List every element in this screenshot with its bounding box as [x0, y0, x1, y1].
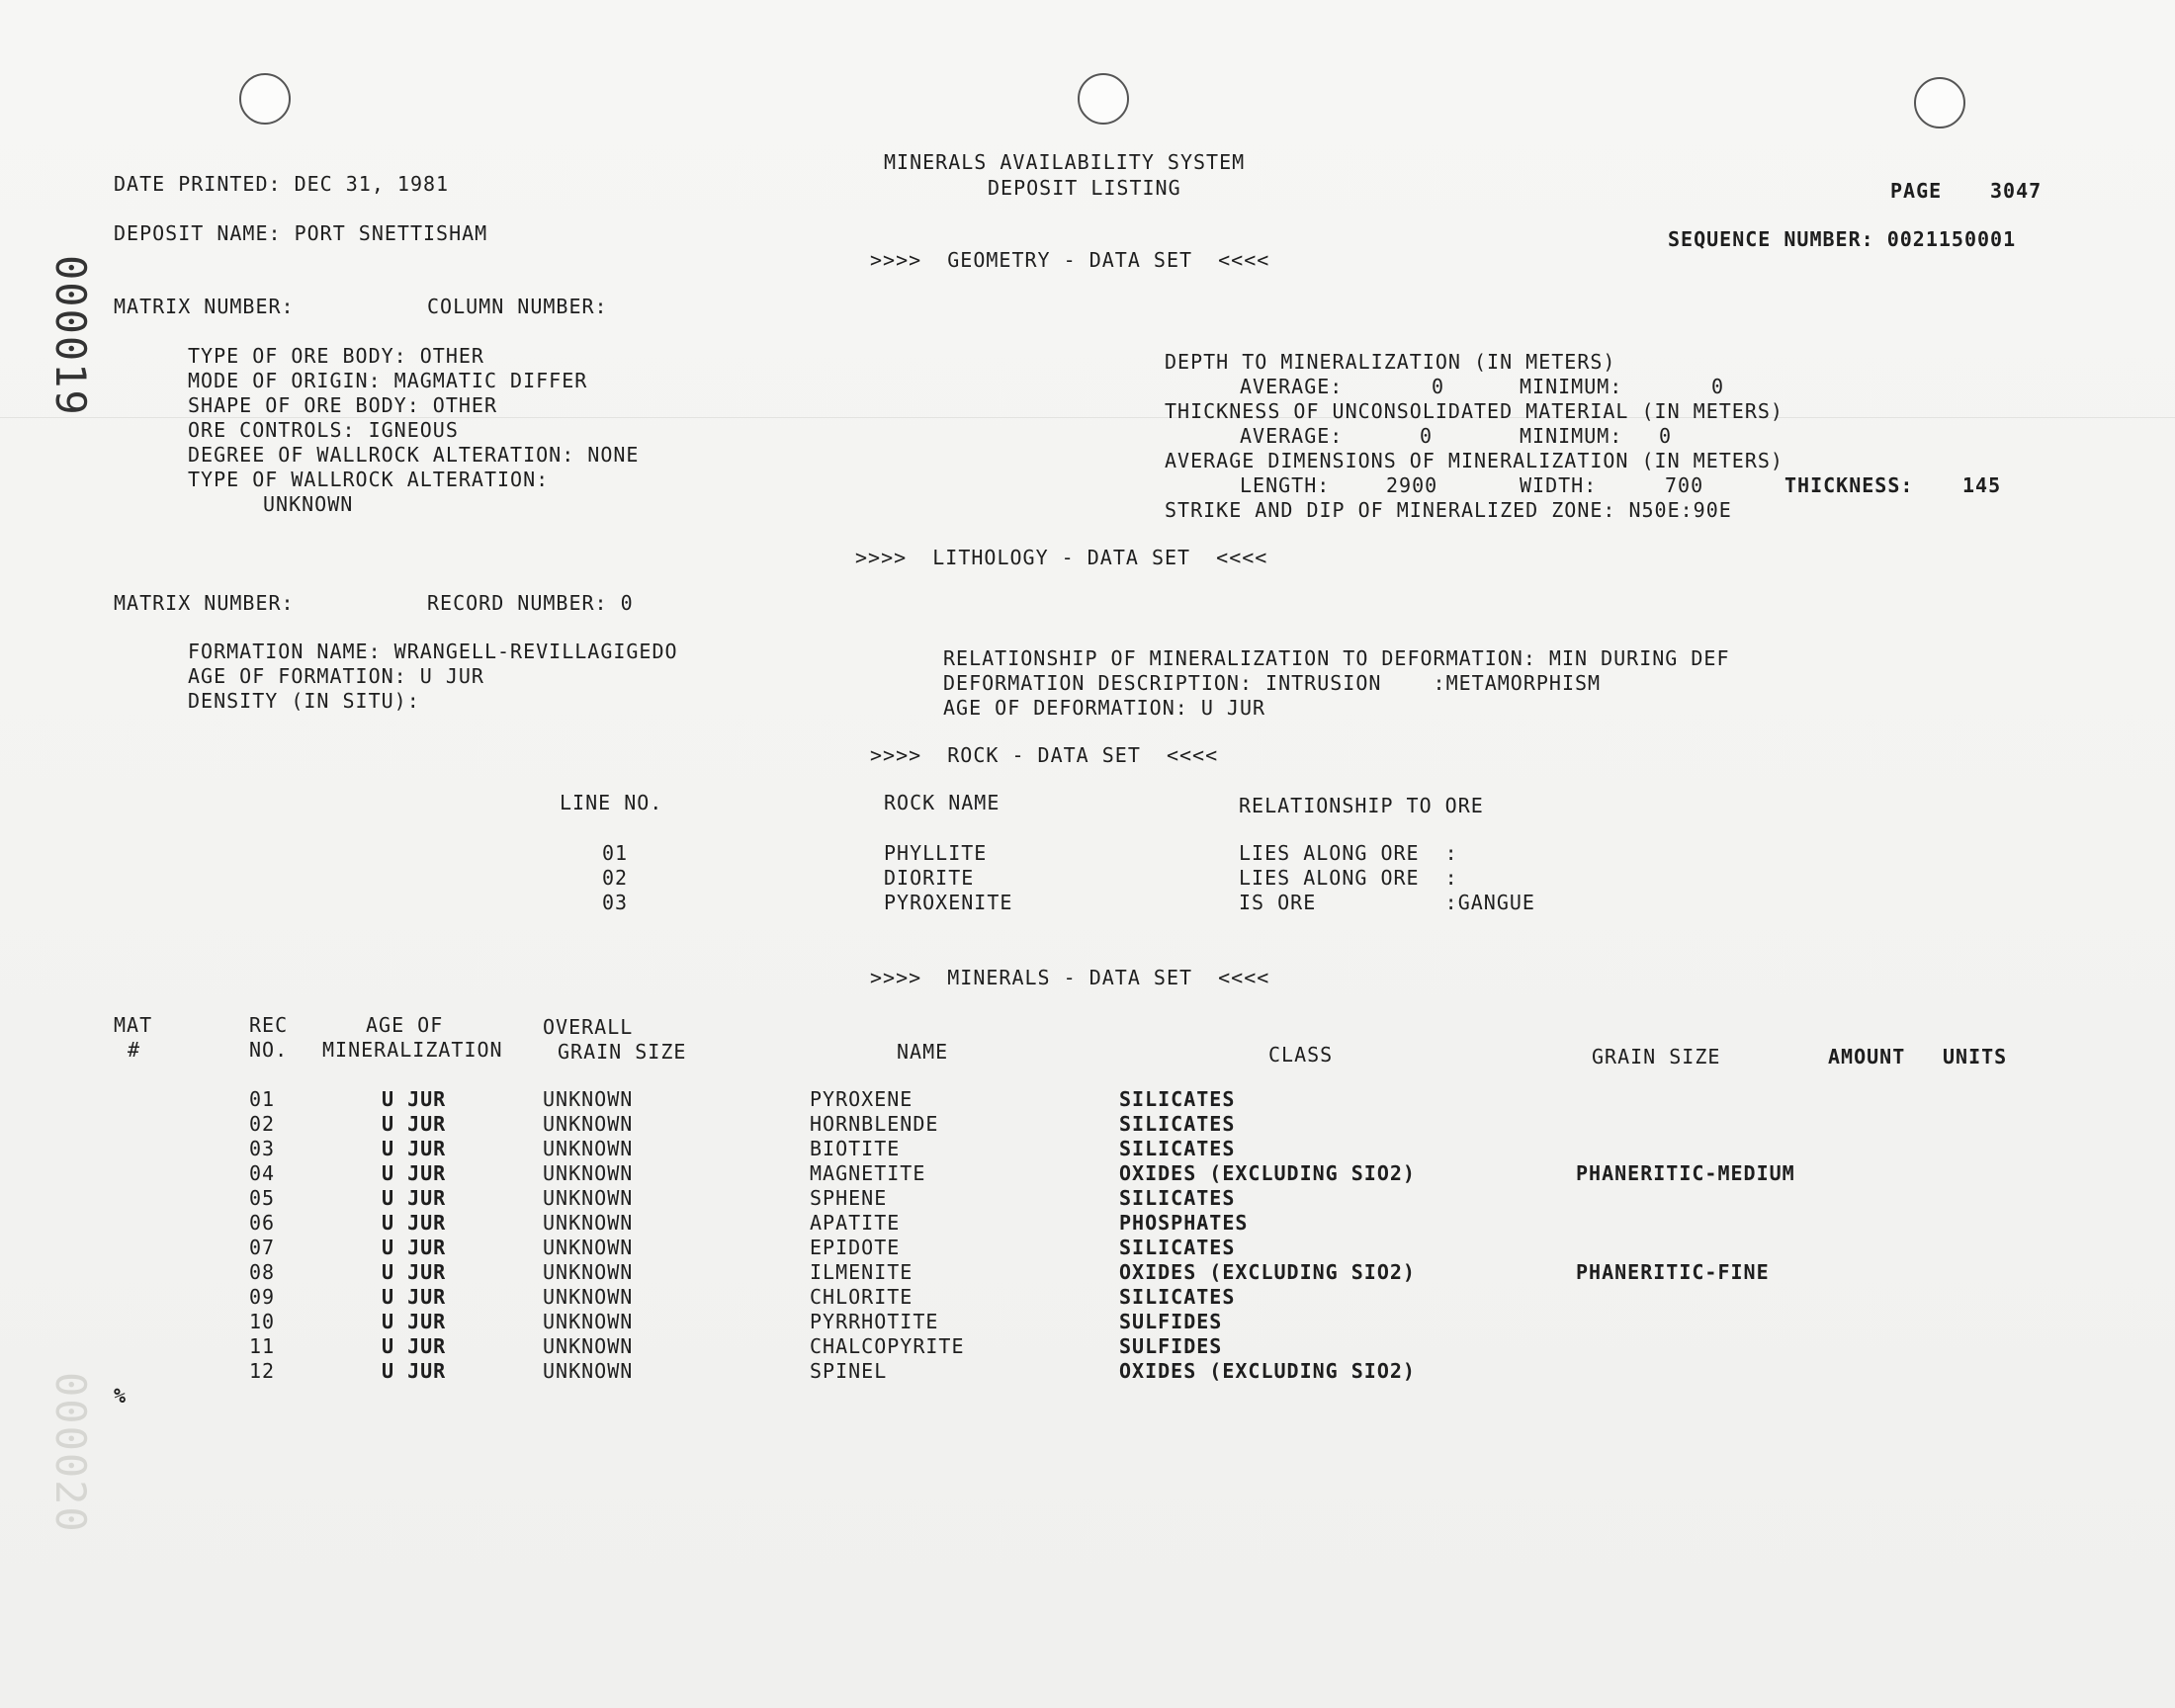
punch-hole-center [1078, 73, 1129, 125]
minerals-col-amount: AMOUNT [1828, 1045, 1906, 1068]
punch-hole-right [1914, 77, 1965, 128]
minerals-col-age: AGE OF [366, 1013, 444, 1037]
dimensions-title: AVERAGE DIMENSIONS OF MINERALIZATION (IN METERS) [1165, 449, 1784, 472]
ore-controls: ORE CONTROLS: IGNEOUS [188, 418, 459, 442]
mineral-overall-grain-size: UNKNOWN [543, 1112, 634, 1136]
rock-name: DIORITE [884, 866, 975, 890]
mineral-age: U JUR [382, 1310, 447, 1333]
system-title: MINERALS AVAILABILITY SYSTEM [884, 150, 1246, 174]
minerals-col-mat: MAT [114, 1013, 153, 1037]
rock-col-name: ROCK NAME [884, 791, 1000, 814]
mineralization-deformation-relationship: RELATIONSHIP OF MINERALIZATION TO DEFORMATION: MIN DURING DEF [943, 646, 1730, 670]
mineral-age: U JUR [382, 1211, 447, 1235]
mineral-overall-grain-size: UNKNOWN [543, 1211, 634, 1235]
mineral-age: U JUR [382, 1137, 447, 1160]
mineral-class: SILICATES [1119, 1137, 1236, 1160]
minerals-col-overall: OVERALL [543, 1015, 634, 1039]
mineral-name: PYRRHOTITE [810, 1310, 939, 1333]
mineral-rec-no: 11 [249, 1334, 276, 1358]
depth-minimum-value: 0 [1711, 375, 1725, 398]
deformation-description: DEFORMATION DESCRIPTION: INTRUSION :METAMORPHISM [943, 671, 1602, 695]
mineral-class: SILICATES [1119, 1236, 1236, 1259]
lithology-section-title: >>>> LITHOLOGY - DATA SET <<<< [855, 546, 1268, 569]
rock-section-title: >>>> ROCK - DATA SET <<<< [870, 743, 1219, 767]
mineral-grain-size: PHANERITIC-MEDIUM [1576, 1161, 1795, 1185]
mineral-age: U JUR [382, 1186, 447, 1210]
footer-percent-mark: % [114, 1384, 128, 1408]
mineral-row [0, 1359, 2175, 1383]
minerals-col-overall-2: GRAIN SIZE [558, 1040, 687, 1064]
mineral-overall-grain-size: UNKNOWN [543, 1285, 634, 1309]
ore-body-type: TYPE OF ORE BODY: OTHER [188, 344, 484, 368]
rock-row [0, 866, 2175, 890]
mineral-overall-grain-size: UNKNOWN [543, 1334, 634, 1358]
mineral-name: EPIDOTE [810, 1236, 901, 1259]
mineral-rec-no: 04 [249, 1161, 276, 1185]
geometry-section-title: >>>> GEOMETRY - DATA SET <<<< [870, 248, 1270, 272]
mineral-rec-no: 03 [249, 1137, 276, 1160]
mineral-row [0, 1236, 2175, 1259]
mineral-row [0, 1260, 2175, 1284]
page-label: PAGE [1890, 179, 1943, 203]
mineral-age: U JUR [382, 1236, 447, 1259]
ore-body-shape: SHAPE OF ORE BODY: OTHER [188, 393, 497, 417]
mineral-row [0, 1334, 2175, 1358]
mineral-row [0, 1211, 2175, 1235]
thickness-average-label: AVERAGE: [1240, 424, 1344, 448]
minerals-col-rec-no: NO. [249, 1038, 289, 1062]
thickness-minimum-label: MINIMUM: [1520, 424, 1623, 448]
minerals-col-age-2: MINERALIZATION [322, 1038, 503, 1062]
minerals-col-name: NAME [897, 1040, 949, 1064]
length-label: LENGTH: [1240, 473, 1331, 497]
mineral-rec-no: 02 [249, 1112, 276, 1136]
mineral-row [0, 1161, 2175, 1185]
minerals-col-grain-size: GRAIN SIZE [1592, 1045, 1721, 1068]
wallrock-alteration-type-value: UNKNOWN [263, 492, 354, 516]
mineral-class: SULFIDES [1119, 1310, 1223, 1333]
wallrock-alteration-degree: DEGREE OF WALLROCK ALTERATION: NONE [188, 443, 640, 467]
mineral-age: U JUR [382, 1359, 447, 1383]
page-number: 3047 [1990, 179, 2043, 203]
rock-relationship: LIES ALONG ORE : [1239, 841, 1458, 865]
mineral-class: PHOSPHATES [1119, 1211, 1249, 1235]
depth-average-value: 0 [1432, 375, 1445, 398]
length-value: 2900 [1386, 473, 1438, 497]
thickness-label: THICKNESS: [1784, 473, 1914, 497]
mineral-name: PYROXENE [810, 1087, 914, 1111]
mineral-rec-no: 06 [249, 1211, 276, 1235]
mineral-name: MAGNETITE [810, 1161, 926, 1185]
mineral-row [0, 1285, 2175, 1309]
mineral-class: SILICATES [1119, 1087, 1236, 1111]
mineral-row [0, 1087, 2175, 1111]
mineral-overall-grain-size: UNKNOWN [543, 1236, 634, 1259]
mineral-rec-no: 01 [249, 1087, 276, 1111]
mineral-name: ILMENITE [810, 1260, 914, 1284]
mineral-row [0, 1112, 2175, 1136]
minerals-section-title: >>>> MINERALS - DATA SET <<<< [870, 966, 1270, 989]
mineral-overall-grain-size: UNKNOWN [543, 1186, 634, 1210]
mineral-rec-no: 07 [249, 1236, 276, 1259]
rock-col-line-no: LINE NO. [560, 791, 663, 814]
rock-col-relationship: RELATIONSHIP TO ORE [1239, 794, 1484, 817]
mineral-name: HORNBLENDE [810, 1112, 939, 1136]
mineral-rec-no: 10 [249, 1310, 276, 1333]
sheet-stamp-number-faint: 000020 [46, 1372, 95, 1534]
mineral-class: SILICATES [1119, 1112, 1236, 1136]
minerals-col-units: UNITS [1943, 1045, 2008, 1068]
mode-of-origin: MODE OF ORIGIN: MAGMATIC DIFFER [188, 369, 588, 392]
lithology-matrix-number: MATRIX NUMBER: [114, 591, 295, 615]
formation-name: FORMATION NAME: WRANGELL-REVILLAGIGEDO [188, 640, 678, 663]
mineral-class: OXIDES (EXCLUDING SIO2) [1119, 1260, 1416, 1284]
mineral-age: U JUR [382, 1334, 447, 1358]
width-label: WIDTH: [1520, 473, 1598, 497]
depth-minimum-label: MINIMUM: [1520, 375, 1623, 398]
deformation-age: AGE OF DEFORMATION: U JUR [943, 696, 1266, 720]
rock-row [0, 841, 2175, 865]
rock-name: PYROXENITE [884, 891, 1013, 914]
mineral-age: U JUR [382, 1112, 447, 1136]
mineral-overall-grain-size: UNKNOWN [543, 1260, 634, 1284]
mineral-class: OXIDES (EXCLUDING SIO2) [1119, 1161, 1416, 1185]
strike-and-dip: STRIKE AND DIP OF MINERALIZED ZONE: N50E:90E [1165, 498, 1732, 522]
rock-line-no: 03 [602, 891, 629, 914]
sheet-stamp-number: 000019 [46, 255, 95, 417]
mineral-row [0, 1310, 2175, 1333]
mineral-rec-no: 08 [249, 1260, 276, 1284]
mineral-class: SILICATES [1119, 1285, 1236, 1309]
mineral-rec-no: 05 [249, 1186, 276, 1210]
geometry-matrix-number: MATRIX NUMBER: [114, 295, 295, 318]
mineral-class: OXIDES (EXCLUDING SIO2) [1119, 1359, 1416, 1383]
mineral-overall-grain-size: UNKNOWN [543, 1137, 634, 1160]
mineral-grain-size: PHANERITIC-FINE [1576, 1260, 1770, 1284]
wallrock-alteration-type: TYPE OF WALLROCK ALTERATION: [188, 468, 550, 491]
mineral-age: U JUR [382, 1087, 447, 1111]
depth-average-label: AVERAGE: [1240, 375, 1344, 398]
rock-relationship: LIES ALONG ORE : [1239, 866, 1458, 890]
minerals-col-class: CLASS [1268, 1043, 1334, 1067]
density-in-situ: DENSITY (IN SITU): [188, 689, 420, 713]
listing-title: DEPOSIT LISTING [988, 176, 1181, 200]
mineral-age: U JUR [382, 1260, 447, 1284]
mineral-overall-grain-size: UNKNOWN [543, 1359, 634, 1383]
mineral-class: SILICATES [1119, 1186, 1236, 1210]
rock-relationship: IS ORE :GANGUE [1239, 891, 1535, 914]
thickness-value: 145 [1962, 473, 2002, 497]
depth-title: DEPTH TO MINERALIZATION (IN METERS) [1165, 350, 1616, 374]
rock-row [0, 891, 2175, 914]
mineral-overall-grain-size: UNKNOWN [543, 1310, 634, 1333]
width-value: 700 [1665, 473, 1704, 497]
mineral-name: CHLORITE [810, 1285, 914, 1309]
minerals-col-rec: REC [249, 1013, 289, 1037]
mineral-overall-grain-size: UNKNOWN [543, 1161, 634, 1185]
thickness-average-value: 0 [1420, 424, 1434, 448]
sequence-number: SEQUENCE NUMBER: 0021150001 [1668, 227, 2017, 251]
minerals-col-mat-hash: # [128, 1038, 141, 1062]
mineral-name: CHALCOPYRITE [810, 1334, 965, 1358]
mineral-rec-no: 12 [249, 1359, 276, 1383]
deposit-name: DEPOSIT NAME: PORT SNETTISHAM [114, 221, 488, 245]
mineral-rec-no: 09 [249, 1285, 276, 1309]
mineral-row [0, 1137, 2175, 1160]
mineral-overall-grain-size: UNKNOWN [543, 1087, 634, 1111]
mineral-age: U JUR [382, 1161, 447, 1185]
mineral-age: U JUR [382, 1285, 447, 1309]
mineral-name: APATITE [810, 1211, 901, 1235]
date-printed: DATE PRINTED: DEC 31, 1981 [114, 172, 450, 196]
thickness-unconsolidated-title: THICKNESS OF UNCONSOLIDATED MATERIAL (IN METERS) [1165, 399, 1784, 423]
mineral-name: BIOTITE [810, 1137, 901, 1160]
rock-line-no: 02 [602, 866, 629, 890]
lithology-record-number: RECORD NUMBER: 0 [427, 591, 634, 615]
formation-age: AGE OF FORMATION: U JUR [188, 664, 484, 688]
geometry-column-number: COLUMN NUMBER: [427, 295, 608, 318]
rock-line-no: 01 [602, 841, 629, 865]
punch-hole-left [239, 73, 291, 125]
mineral-name: SPHENE [810, 1186, 888, 1210]
rock-name: PHYLLITE [884, 841, 988, 865]
mineral-class: SULFIDES [1119, 1334, 1223, 1358]
mineral-row [0, 1186, 2175, 1210]
thickness-minimum-value: 0 [1659, 424, 1673, 448]
mineral-name: SPINEL [810, 1359, 888, 1383]
